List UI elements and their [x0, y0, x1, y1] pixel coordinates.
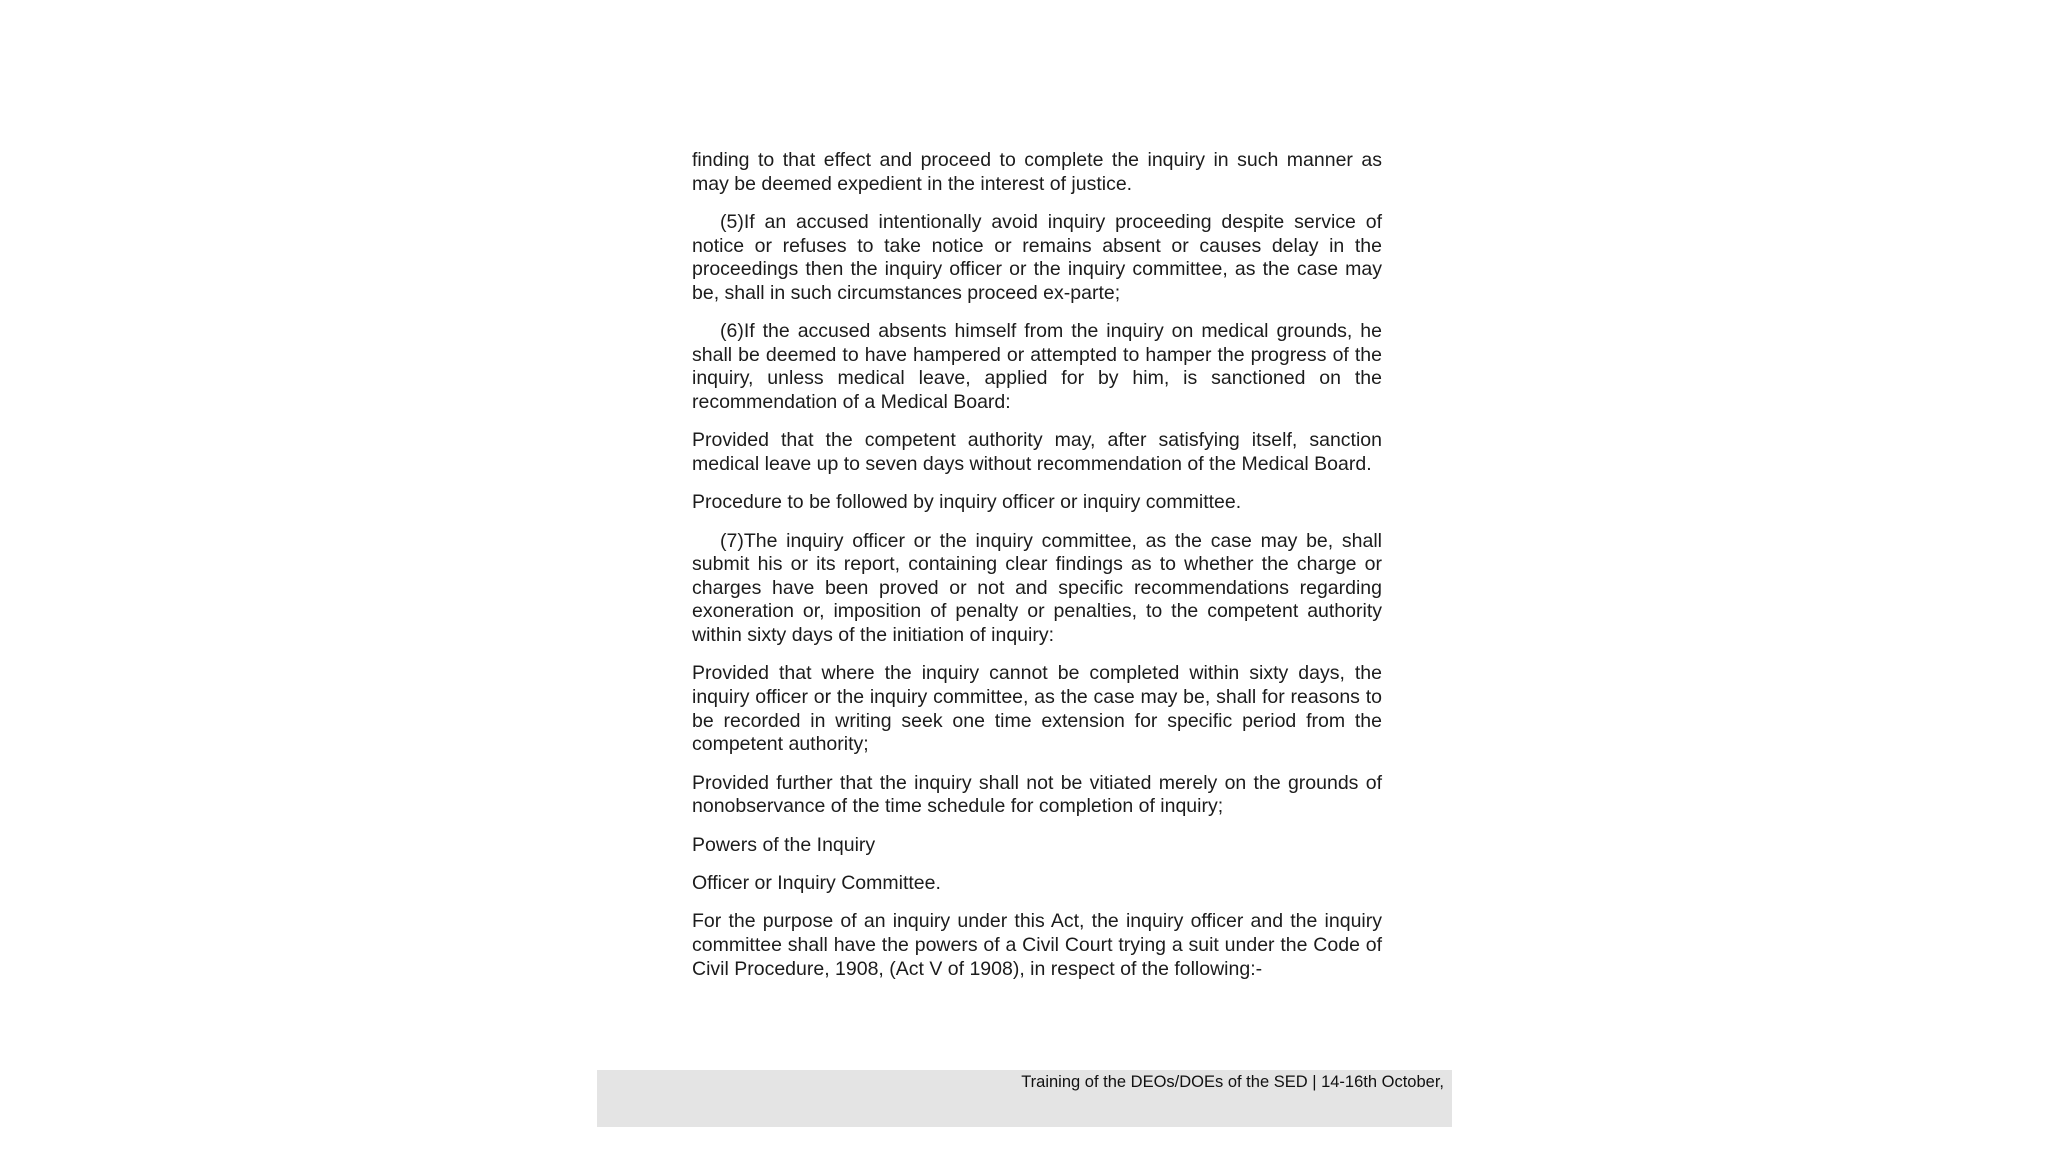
- paragraph-clause-7: (7)The inquiry officer or the inquiry committee, as the case may be, shall submit his or its report, containing clear findings as to whether the charge or charges have been proved or not and specific recommendations regarding exoneration or, imposition of penalty or penalties, to the competent authority within sixty days of the initiation of inquiry:: [692, 529, 1382, 647]
- paragraph-powers-heading-continued: Officer or Inquiry Committee.: [692, 872, 941, 895]
- paragraph-continuation: finding to that effect and proceed to complete the inquiry in such manner as may be deemed expedient in the interest of justice.: [692, 149, 1382, 195]
- document-body: [692, 149, 1382, 981]
- paragraph-clause-5: (5)If an accused intentionally avoid inquiry proceeding despite service of notice or refuses to take notice or remains absent or causes delay in the proceedings then the inquiry officer or the inquiry committee, as the case may be, shall in such circumstances proceed ex-parte;: [692, 210, 1382, 304]
- paragraph-proviso-medical-leave: Provided that the competent authority may, after satisfying itself, sanction medical leave up to seven days without recommendation of the Medical Board.: [692, 429, 1382, 475]
- paragraph-civil-court-powers: For the purpose of an inquiry under this Act, the inquiry officer and the inquiry committee shall have the powers of a Civil Court trying a suit under the Code of Civil Procedure, 1908, (Act V of 1908), in respect of the following:-: [692, 910, 1382, 980]
- paragraph-clause-6: (6)If the accused absents himself from the inquiry on medical grounds, he shall be deemed to have hampered or attempted to hamper the progress of the inquiry, unless medical leave, applied for by him, is sanctioned on the recommendation of a Medical Board:: [692, 320, 1382, 413]
- paragraph-powers-heading: Powers of the Inquiry: [692, 833, 876, 856]
- page-footer: [597, 1070, 1452, 1127]
- paragraph-proviso-further: Provided further that the inquiry shall not be vitiated merely on the grounds of nonobservance of the time schedule for completion of inquiry;: [692, 771, 1382, 818]
- paragraph-procedure-heading: Procedure to be followed by inquiry officer or inquiry committee.: [692, 491, 1242, 514]
- footer-text: Training of the DEOs/DOEs of the SED | 14-16th October,: [1021, 1073, 1444, 1091]
- paragraph-proviso-extension: Provided that where the inquiry cannot be completed within sixty days, the inquiry officer or the inquiry committee, as the case may be, shall for reasons to be recorded in writing seek one time extension for specific period from the competent authority;: [692, 662, 1382, 756]
